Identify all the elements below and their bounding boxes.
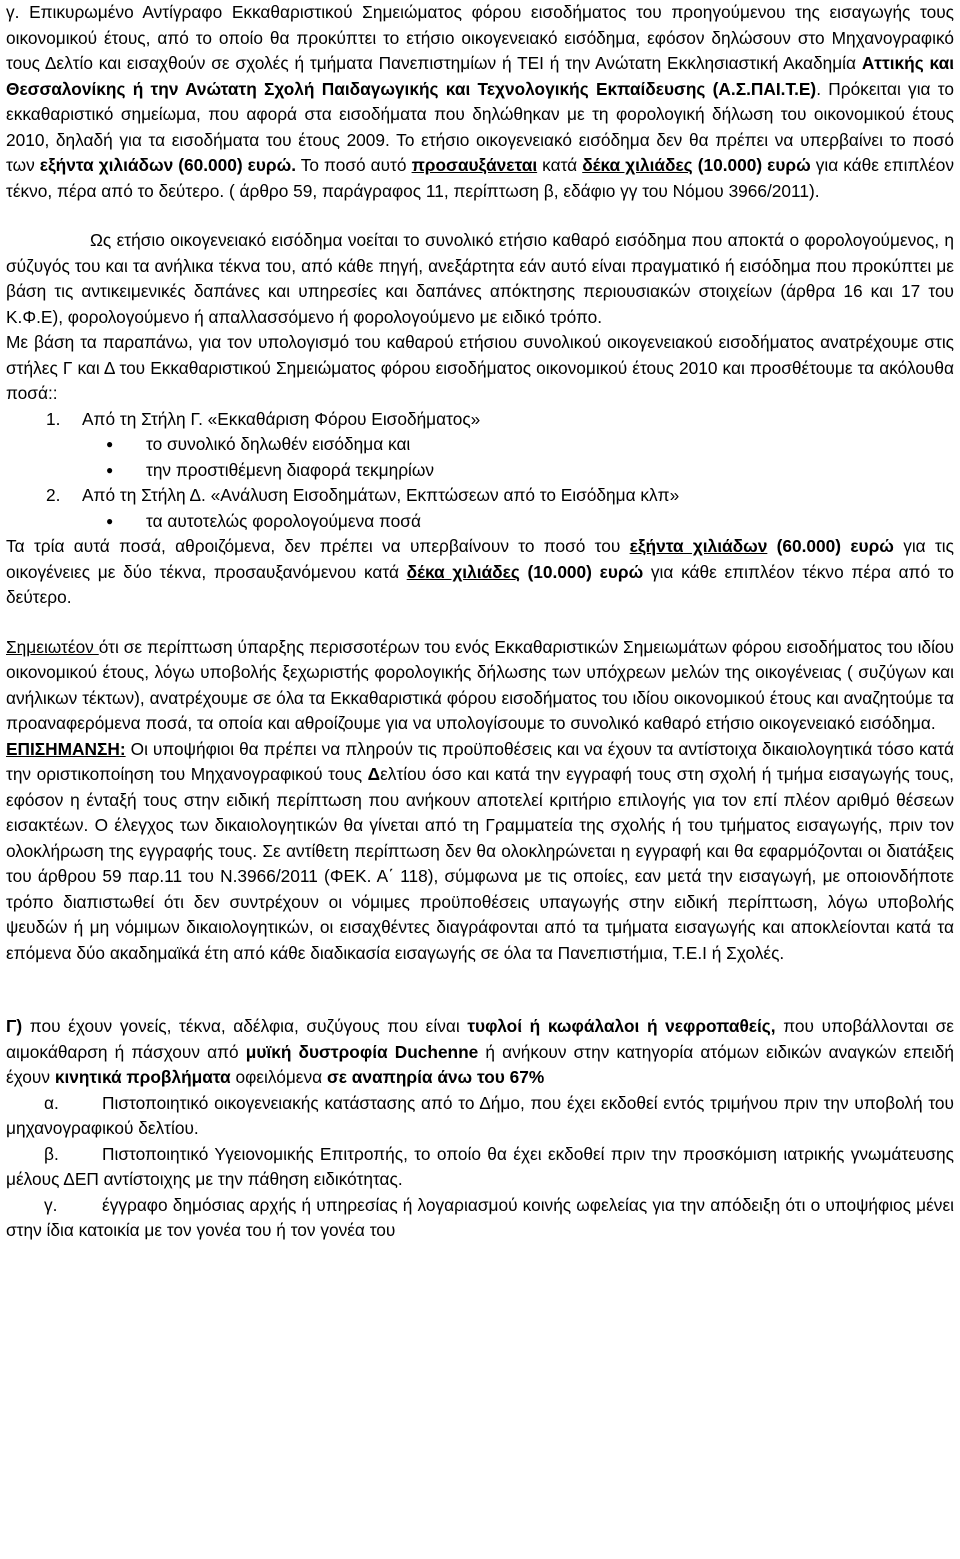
lettered-item: γ. έγγραφο δημόσιας αρχής ή υπηρεσίας ή λογαριασμού κοινής ωφελείας για την απόδειξη ότι ο υποψήφιος μένει στην ίδια κατοικία με τον γονέα του ή τον γονέα του (6, 1194, 954, 1240)
bullet-icon: ● (106, 513, 114, 528)
list-item: 2. Από τη Στήλη Δ. «Ανάλυση Εισοδημάτων, Εκπτώσεων από το Εισόδημα κλπ» (46, 485, 680, 505)
paragraph-sum-limit: Τα τρία αυτά ποσά, αθροιζόμενα, δεν πρέπει να υπερβαίνουν το ποσό του εξήντα χιλιάδων (60.000) ευρώ για τις οικογένειες με δύο τέκνα, προσαυξανόμενου κατά δέκα χιλιάδες (10.000) ευρώ για κάθε επιπλέον τέκνο πέρα από το δεύτερο. (6, 536, 955, 607)
bullet-icon: ● (106, 462, 114, 477)
list-item: 1. Από τη Στήλη Γ. «Εκκαθάριση Φόρου Εισοδήματος» (46, 408, 481, 429)
bullet-icon: ● (106, 437, 114, 451)
bullet-item: ● το συνολικό δηλωθέν εισόδημα και (6, 432, 954, 458)
paragraph-note: Σημειωτέον ότι σε περίπτωση ύπαρξης περισσοτέρων του ενός Εκκαθαριστικών Σημειωμάτων φόρου εισοδήματος του ιδίου οικονομικού έτους, λόγω υποβολής ξεχωριστής φορολογικής δήλωσης των υπόχρεων μελών της οικογένειας ( συζύγων και ανήλικων τέκτων), ανατρέχουμε σε όλα τα Εκκαθαριστικά φόρου εισοδήματος του ιδίου οικονομικού έτους και αναζητούμε τα προαναφερόμενα ποσά, τα οποία και αθροίζουμε για να υπολογίσουμε το συνολικό καθαρό ετήσιο οικογενειακό εισόδημα. (6, 636, 954, 733)
paragraph-remark: ΕΠΙΣΗΜΑΝΣΗ: Οι υποψήφιοι θα πρέπει να πληρούν τις προϋποθέσεις και να έχουν τα αντίστοιχα δικαιολογητικά τόσο κατά την οριστικοποίηση του Μηχανογραφικού τους Δελτίου όσο και κατά την εγγραφή τους στη σχολή ή τμήμα εισαγωγής τους, εφόσον η ένταξή τους στην ειδική περίπτωση που ανήκουν αποτελεί κριτήριο επιλογής για τον επί πλέον αριθμό θέσεων εισακτέων. Ο έλεγχος των δικαιολογητικών θα γίνεται από τη Γραμματεία της σχολής ή του τμήματος εισαγωγής, πριν τον ολοκλήρωση της εγγραφής τους. Σε αντίθετη περίπτωση δεν θα ολοκληρώνεται η εγγραφή και θα εφαρμόζονται οι διατάξεις του άρθρου 59 παρ.11 του Ν.3966/2011 (ΦΕΚ. Α΄ 118), σύμφωνα με τις οποίες, εαν μετά την εισαγωγή, με οποιονδήποτε τρόπο διαπιστωθεί ότι δεν συντρέχουν οι νόμιμες προϋποθέσεις υπαγωγής στην ειδική περίπτωση, λόγω υποβολής ψευδών ή μη νόμιμων δικαιολογητικών, οι εισαχθέντες διαγράφονται από τα τμήματα εισαγωγής και αποκλείονται κατά τα επόμενα δύο ακαδημαϊκά έτη από κάθε διαδικασία εισαγωγής σε όλα τα Πανεπιστήμια, Τ.Ε.Ι ή Σχολές. (6, 738, 954, 963)
paragraph-calculation: Με βάση τα παραπάνω, για τον υπολογισμό του καθαρού ετήσιου συνολικού οικογενειακού εισοδήματος ανατρέχουμε στις στήλες Γ και Δ του Εκκαθαριστικού Σημειώματος φόρου εισοδήματος οικονομικού έτους 2010 και προσθέτουμε τα ακόλουθα ποσά:: (6, 332, 954, 403)
paragraph-income-definition: Ως ετήσιο οικογενειακό εισόδημα νοείται το συνολικό ετήσιο καθαρό εισόδημα που αποκτά ο φορολογούμενος, η σύζυγός του και τα ανήλικα τέκνα του, από κάθε πηγή, ανεξάρτητα εάν αυτό είναι πραγματικό ή εισόδημα που προκύπτει με βάση τις αντικειμενικές δαπάνες και υπηρεσίες και δαπάνες απόκτησης περιουσιακών στοιχείων (άρθρα 16 και 17 του Κ.Φ.Ε), φορολογούμενο ή απαλλασσόμενο ή φορολογούμενο με ειδικό τρόπο. (6, 230, 954, 327)
lettered-item: β. Πιστοποιητικό Υγειονομικής Επιτροπής, το οποίο θα έχει εκδοθεί πριν την προσκόμιση ιατρικής γνωμάτευσης μέλους ΔΕΠ αντίστοιχης με την πάθηση ειδικότητας. (6, 1143, 954, 1189)
paragraph-tax-certificate: γ. Επικυρωμένο Αντίγραφο Εκκαθαριστικού Σημειώματος φόρου εισοδήματος του προηγούμενου της εισαγωγής τους οικονομικού έτους, από το οποίο θα προκύπτει το ετήσιο οικογενειακό εισόδημα, εφόσον δηλώσουν στο Μηχανογραφικό τους Δελτίο και εισαχθούν σε σχολές ή τμήματα Πανεπιστημίων ή ΤΕΙ ή την Ανώτατη Εκκλησιαστική Ακαδημία Αττικής και Θεσσαλονίκης ή την Ανώτατη Σχολή Παιδαγωγικής και Τεχνολογικής Εκπαίδευσης (Α.Σ.ΠΑΙ.Τ.Ε). Πρόκειται για το εκκαθαριστικό σημείωμα, που αφορά στα εισοδήματα που δηλώθηκαν με τη φορολογική δήλωση του οικονομικού έτους 2010, δηλαδή για τα εισοδήματα του έτους 2009. Το ετήσιο οικογενειακό εισόδημα δεν θα πρέπει να υπερβαίνει το ποσό των εξήντα χιλιάδων (60.000) ευρώ. Το ποσό αυτό προσαυξάνεται κατά δέκα χιλιάδες (10.000) ευρώ για κάθε επιπλέον τέκνο, πέρα από το δεύτερο. ( άρθρο 59, παράγραφος 11, περίπτωση β, εδάφιο γγ του Νόμου 3966/2011). (6, 2, 954, 201)
bullet-item: ● τα αυτοτελώς φορολογούμενα ποσά (6, 509, 954, 535)
paragraph-category-g: Γ) που έχουν γονείς, τέκνα, αδέλφια, συζύγους που είναι τυφλοί ή κωφάλαλοι ή νεφροπαθείς, που υποβάλλονται σε αιμοκάθαρση ή πάσχουν από μυϊκή δυστροφία Duchenne ή ανήκουν στην κατηγορία ατόμων ειδικών αναγκών επειδή έχουν κινητικά προβλήματα οφειλόμενα σε αναπηρία άνω του 67% (6, 1016, 955, 1087)
lettered-item: α. Πιστοποιητικό οικογενειακής κατάστασης από το Δήμο, που έχει εκδοθεί εντός τριμήνου πριν την υποβολή του μηχανογραφικού δελτίου. (6, 1092, 954, 1138)
bullet-item: ● την προστιθέμενη διαφορά τεκμηρίων (6, 458, 954, 484)
